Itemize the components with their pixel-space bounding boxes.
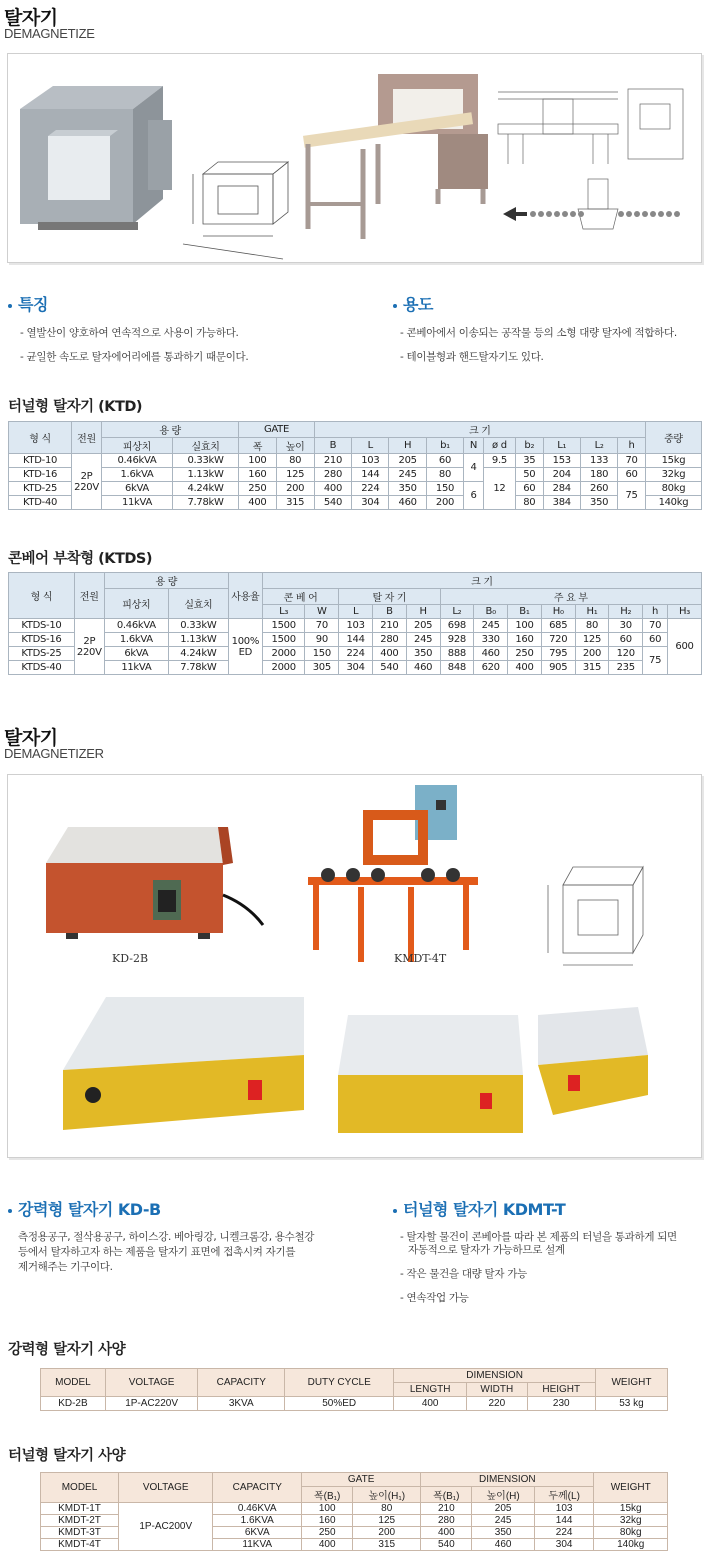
th-size-col: b₁ [426,438,463,454]
cell: 150 [426,482,463,496]
cell: 11kVA [102,496,173,510]
kmdt-heading: 터널형 탈자기 KDMT-T [393,1197,565,1220]
cell: 6kVA [102,482,173,496]
cell: 284 [543,482,580,496]
th-dimension: DIMENSION [394,1369,596,1383]
th-effective: 실효치 [168,589,228,619]
table-row [41,1397,668,1411]
section2-subtitle: DEMAGNETIZER [4,746,104,761]
table-row [9,454,702,468]
cell: 144 [339,633,373,647]
cell: 250 [239,482,276,496]
cell: 140kg [645,496,701,510]
kmdt-item: 자동적으로 탈자가 가능하므로 설계 [408,1244,565,1256]
cell: 685 [541,619,575,633]
th-dim-height: 높이(H) [472,1487,534,1503]
cell: 11KVA [213,1539,302,1551]
cell: 100 [508,619,542,633]
th-col: L₂ [440,605,474,619]
cell: 2000 [262,661,305,675]
cell: 400 [394,1397,467,1411]
bullet-dot-icon [8,304,12,308]
cell: 350 [472,1527,534,1539]
cell: 6kVA [104,647,168,661]
spec-kd-title: 강력형 탈자기 사양 [8,1342,126,1358]
cell: 4.24kW [172,482,238,496]
cell: 210 [421,1503,472,1515]
cell: 460 [472,1539,534,1551]
cell: 103 [534,1503,594,1515]
th-size-col: L₁ [543,438,580,454]
th-col: H₀ [541,605,575,619]
conveyor-technical-drawing [498,89,683,229]
spec-kmdt-title: 터널형 탈자기 사양 [8,1448,126,1464]
cell: 200 [353,1527,421,1539]
th-capacity: 용 량 [102,422,239,438]
th-size-col: L₂ [580,438,617,454]
cell-power: 2P 220V [74,619,104,675]
th-conveyor: 콘 베 어 [262,589,338,605]
cell: 620 [474,661,508,675]
cell: 848 [440,661,474,675]
cell: 350 [406,647,440,661]
cell: 0.46kVA [104,619,168,633]
cell: 400 [421,1527,472,1539]
cell-model: KMDT-1T [41,1503,119,1515]
section2-title: 탈자기 [4,727,58,749]
cell: 100 [239,454,276,468]
kmdt-item: - 연속작업 가능 [400,1292,469,1304]
cell: 305 [305,661,339,675]
th-duty: DUTY CYCLE [285,1369,394,1397]
conveyor-machine-photo [303,74,488,239]
cell: 220 [467,1397,527,1411]
cell: 80 [516,496,544,510]
cell: 11kVA [104,661,168,675]
cell: 75 [618,482,646,510]
cell: 60 [643,633,668,647]
caption-kmdt-4t: KMDT-4T [394,952,447,965]
kmdt-item: - 탈자할 물건이 콘베아를 따라 본 제품의 터널을 통과하게 되면 [400,1231,677,1243]
cell: 7.78kW [168,661,228,675]
cell: 230 [527,1397,595,1411]
cell: 245 [389,468,426,482]
cell: 103 [352,454,389,468]
cell-model: KTDS-16 [9,633,75,647]
table-row [9,496,702,510]
cell: 204 [543,468,580,482]
cell: 0.46kVA [102,454,173,468]
cell: 200 [276,482,314,496]
th-capacity: CAPACITY [198,1369,285,1397]
cell: 250 [302,1527,353,1539]
cell: 350 [580,496,617,510]
cell: 60 [618,468,646,482]
cell: 15kg [645,454,701,468]
th-col: B₀ [474,605,508,619]
cell: 32kg [645,468,701,482]
ktd-spec-table [8,421,702,510]
cell: 60 [426,454,463,468]
cell: 205 [389,454,426,468]
cell: 120 [609,647,643,661]
cell: 304 [352,496,389,510]
cell: 888 [440,647,474,661]
th-col: B₁ [508,605,542,619]
ktds-table-wrap [8,572,702,675]
cell: 15kg [594,1503,668,1515]
cell-model: KMDT-4T [41,1539,119,1551]
cell: 80 [353,1503,421,1515]
cell: 210 [372,619,406,633]
th-voltage: VOLTAGE [105,1369,197,1397]
cell: 224 [534,1527,594,1539]
cell: 150 [305,647,339,661]
cell: 304 [339,661,373,675]
cell: 70 [618,454,646,468]
cell: 103 [339,619,373,633]
cell: 4.24kW [168,647,228,661]
th-col: H₂ [609,605,643,619]
uses-heading: 용도 [393,292,433,315]
cell: 100 [302,1503,353,1515]
th-size-col: H [389,438,426,454]
cell: 200 [426,496,463,510]
cell: 600 [668,619,702,675]
cell-voltage: 1P-AC200V [119,1503,213,1551]
cell: 460 [474,647,508,661]
cell: 50%ED [285,1397,394,1411]
ktds-spec-table [8,572,702,675]
th-size: 크 기 [262,573,701,589]
cell: 400 [239,496,276,510]
th-weight: WEIGHT [595,1369,667,1397]
table-row [41,1503,668,1515]
cell: 224 [339,647,373,661]
cell: 125 [575,633,609,647]
bullet-dot-icon [393,304,397,308]
kdb-text-line: 측정용공구, 절삭용공구, 하이스강. 베아링강, 니켈크롬강, 용수철강 [18,1231,315,1243]
cell: 1.6kVA [102,468,173,482]
cell: 210 [314,454,351,468]
th-weight: WEIGHT [594,1473,668,1503]
cell: 125 [276,468,314,482]
cell: 0.33kW [168,619,228,633]
cell: 30 [609,619,643,633]
product-image-panel [7,53,702,263]
roller-line [530,211,680,217]
page-subtitle: DEMAGNETIZE [4,26,95,41]
ktds-title: 콘베어 부착형 (KTDS) [8,551,152,567]
th-demag: 탈 자 기 [339,589,440,605]
cell-model: KTDS-10 [9,619,75,633]
product-image-panel-2 [7,774,702,1158]
cell: 304 [534,1539,594,1551]
kdb-text-line: 등에서 탈자하고자 하는 제품을 탈자기 표면에 접촉시켜 자기를 [18,1246,296,1258]
yellow-unit-medium [338,1015,523,1133]
spec-kmdt-table [40,1472,668,1551]
features-item: - 열발산이 양호하여 연속적으로 사용이 가능하다. [20,327,239,339]
direction-arrow-icon [503,207,516,221]
th-height: HEIGHT [527,1383,595,1397]
page-title: 탈자기 [4,7,58,29]
cell: 245 [406,633,440,647]
kmdt-4t-photo [308,785,478,962]
th-size-col: b₂ [516,438,544,454]
th-width: WIDTH [467,1383,527,1397]
table-row [9,633,702,647]
cell-model: KMDT-2T [41,1515,119,1527]
cell-model: KTD-16 [9,468,72,482]
cell: 160 [508,633,542,647]
table-row [9,647,702,661]
cell: 400 [508,661,542,675]
cell: 460 [406,661,440,675]
features-item: - 균일한 속도로 탈자에어리에를 통과하기 때문이다. [20,351,249,363]
cell: 315 [353,1539,421,1551]
th-capacity: 용 량 [104,573,228,589]
table-row [9,482,702,496]
cell: 400 [372,647,406,661]
cell: 4 [464,454,484,482]
tunnel-unit-drawing [183,162,288,259]
cell: 224 [352,482,389,496]
cell: 140kg [594,1539,668,1551]
cell: 9.5 [483,454,515,468]
cell: 70 [643,619,668,633]
th-type: 형 식 [9,422,72,454]
cell: 1.13kW [168,633,228,647]
th-col: L [339,605,373,619]
th-power: 전원 [72,422,102,454]
features-heading: 특징 [8,292,48,315]
ktd-title: 터널형 탈자기 (KTD) [8,399,143,415]
th-col: B [372,605,406,619]
demagnetizer-illustration [8,54,702,263]
th-power: 전원 [74,573,104,619]
cell: 160 [239,468,276,482]
table-row [9,619,702,633]
cell: 280 [314,468,351,482]
frame-dimension-drawing [548,867,643,965]
cell: 7.78kW [172,496,238,510]
cell: 32kg [594,1515,668,1527]
cell-model: KTD-40 [9,496,72,510]
cell: 153 [543,454,580,468]
th-col: h [643,605,668,619]
th-size-col: L [352,438,389,454]
spec-kmdt-table-wrap [40,1472,668,1551]
cell: 80 [426,468,463,482]
cell: 540 [421,1539,472,1551]
th-gate-height: 높이 [276,438,314,454]
cell-model: KD-2B [41,1397,106,1411]
kd-2b-photo [46,827,263,939]
cell: 70 [305,619,339,633]
cell-duty: 100% ED [228,619,262,675]
cell: 384 [543,496,580,510]
cell: 905 [541,661,575,675]
cell: 245 [474,619,508,633]
th-size-col: h [618,438,646,454]
demagnetizer-products-illustration [8,775,702,1158]
th-col: W [305,605,339,619]
kdb-heading: 강력형 탈자기 KD-B [8,1197,161,1220]
cell: 280 [421,1515,472,1527]
cell-model: KTD-10 [9,454,72,468]
cell: 50 [516,468,544,482]
cell: 720 [541,633,575,647]
th-apparent: 피상치 [104,589,168,619]
cell: 200 [575,647,609,661]
cell-model: KTD-25 [9,482,72,496]
caption-kd-2b: KD-2B [112,952,149,965]
spec-kd-table-wrap [40,1368,668,1411]
cell: 315 [575,661,609,675]
bullet-dot-icon [393,1209,397,1213]
cell: 75 [643,647,668,675]
th-duty: 사용율 [228,573,262,619]
cell: 6 [464,482,484,510]
cell: 80kg [594,1527,668,1539]
th-dim-width: 폭(B₁) [421,1487,472,1503]
cell: 80 [276,454,314,468]
cell: 260 [580,482,617,496]
cell: 133 [580,454,617,468]
cell-power: 2P 220V [72,454,102,510]
th-size-col: ø d [483,438,515,454]
cell: 1.6KVA [213,1515,302,1527]
cell: 80kg [645,482,701,496]
cell: 280 [372,633,406,647]
tunnel-unit-photo [20,86,172,230]
th-dimension: DIMENSION [421,1473,594,1487]
cell: 125 [353,1515,421,1527]
cell: 330 [474,633,508,647]
th-col: H [406,605,440,619]
cell: 60 [609,633,643,647]
cell: 1P-AC220V [105,1397,197,1411]
th-size-col: B [314,438,351,454]
cell: 2000 [262,647,305,661]
cell-model: KTDS-40 [9,661,75,675]
th-length: LENGTH [394,1383,467,1397]
bullet-dot-icon [8,1209,12,1213]
ktd-table-wrap [8,421,702,510]
cell: 460 [389,496,426,510]
cell: 53 kg [595,1397,667,1411]
th-capacity: CAPACITY [213,1473,302,1503]
cell: 400 [314,482,351,496]
cell-model: KMDT-3T [41,1527,119,1539]
th-gate: GATE [302,1473,421,1487]
cell: 160 [302,1515,353,1527]
cell: 144 [534,1515,594,1527]
cell: 205 [406,619,440,633]
th-col: H₃ [668,605,702,619]
cell: 795 [541,647,575,661]
cell: 1500 [262,633,305,647]
cell: 1.13kW [172,468,238,482]
cell: 60 [516,482,544,496]
th-dim-thickness: 두께(L) [534,1487,594,1503]
th-gate-width: 폭 [239,438,276,454]
cell: 80 [575,619,609,633]
th-main: 주 요 부 [440,589,701,605]
th-effective: 실효치 [172,438,238,454]
spec-kd-table [40,1368,668,1411]
th-gate: GATE [239,422,315,438]
th-col: H₁ [575,605,609,619]
yellow-unit-large [63,997,304,1130]
cell: 250 [508,647,542,661]
th-weight: 중량 [645,422,701,454]
table-row [9,661,702,675]
th-voltage: VOLTAGE [119,1473,213,1503]
cell: 315 [276,496,314,510]
kmdt-item: - 작은 물건을 대량 탈자 가능 [400,1268,527,1280]
cell: 90 [305,633,339,647]
cell: 6KVA [213,1527,302,1539]
th-type: 형 식 [9,573,75,619]
th-size: 크 기 [314,422,645,438]
th-model: MODEL [41,1369,106,1397]
cell: 1500 [262,619,305,633]
cell: 350 [389,482,426,496]
th-apparent: 피상치 [102,438,173,454]
cell: 235 [609,661,643,675]
table-row [9,468,702,482]
cell: 540 [314,496,351,510]
uses-item: - 콘베아에서 이송되는 공작물 등의 소형 대량 탈자에 적합하다. [400,327,677,339]
th-size-col: N [464,438,484,454]
cell: 0.33kW [172,454,238,468]
cell: 205 [472,1503,534,1515]
cell: 144 [352,468,389,482]
yellow-unit-small [538,1007,648,1115]
cell: 35 [516,454,544,468]
kdb-text-line: 제거해주는 기구이다. [18,1261,113,1273]
cell: 400 [302,1539,353,1551]
th-gate-width: 폭(B₁) [302,1487,353,1503]
cell: 1.6kVA [104,633,168,647]
cell: 928 [440,633,474,647]
th-col: L₃ [262,605,305,619]
th-gate-height: 높이(H₁) [353,1487,421,1503]
cell-model: KTDS-25 [9,647,75,661]
cell: 245 [472,1515,534,1527]
cell: 3KVA [198,1397,285,1411]
cell: 0.46KVA [213,1503,302,1515]
uses-item: - 테이블형과 핸드탈자기도 있다. [400,351,544,363]
th-model: MODEL [41,1473,119,1503]
cell: 180 [580,468,617,482]
cell: 698 [440,619,474,633]
cell: 540 [372,661,406,675]
cell: 12 [483,468,515,510]
